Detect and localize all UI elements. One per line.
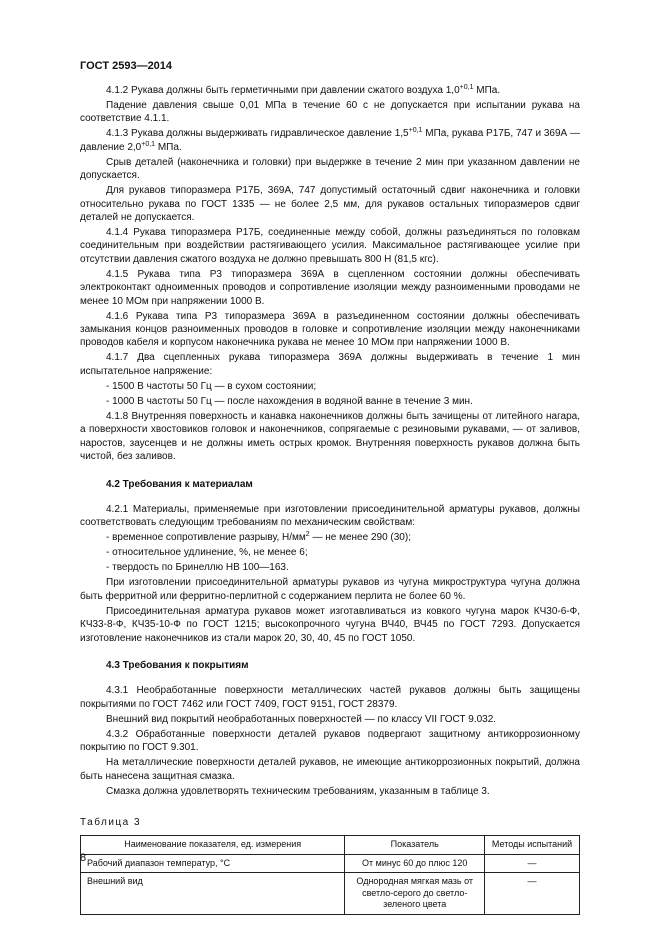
list-item: - 1000 В частоты 50 Гц — после нахождения в водяной ванне в течение 3 мин.: [106, 395, 473, 407]
table-caption: Таблица 3: [80, 816, 142, 828]
paragraph: При изготовлении присоединительной арматуры рукавов из чугуна микроструктура чугуна должна быть ферритной или ферритно-перлитной с содержанием перлита не более 60 %.: [80, 577, 580, 602]
paragraph-4-1-4: 4.1.4 Рукава типоразмера Р17Б, соединенные между собой, должны разъединяться по головкам соединительным при воздействии растягивающего усилия. Максимальное растягивающее усилие при отсутствии давления сжатого воздуха не должно превышать 800 Н (81,5 кгс).: [80, 227, 580, 265]
table-cell: Рабочий диапазон температур, °С: [81, 854, 345, 873]
table-cell: Однородная мягкая мазь от светло-серого до светло-зеленого цвета: [345, 873, 485, 915]
table-header-cell: Показатель: [345, 836, 485, 855]
table-cell: От минус 60 до плюс 120: [345, 854, 485, 873]
list-item: - временное сопротивление разрыву, $Н/мм^2$ — не менее 290 (30);: [106, 531, 411, 544]
paragraph: Срыв деталей (наконечника и головки) при выдержке в течение 2 мин при указанном давлении не допускается.: [80, 156, 580, 182]
paragraph: Смазка должна удовлетворять техническим требованиям, указанным в таблице 3.: [106, 785, 490, 797]
paragraph: Для рукавов типоразмера Р17Б, 369А, 747 допустимый остаточный сдвиг наконечника и головки относительно рукава по ГОСТ 1335 — не более 2,5 мм, для рукавов остальных типоразмеров сдвиг деталей не допускается.: [80, 185, 580, 224]
list-item: - относительное удлинение, %, не менее 6;: [106, 547, 308, 559]
table-cell: —: [485, 873, 580, 915]
paragraph-4-2-1: 4.2.1 Материалы, применяемые при изготовлении присоединительной арматуры рукавов, должны соответствовать следующим требованиям по механическим свойствам:: [80, 503, 580, 529]
document-header: ГОСТ 2593—2014: [80, 60, 173, 72]
paragraph: Присоединительная арматура рукавов может изготавливаться из ковкого чугуна марок КЧ30-6-Ф, КЧ33-8-Ф, КЧ35-10-Ф по ГОСТ 1215; высокопрочного чугуна ВЧ40, ВЧ45 по ГОСТ 7293. Допускается изготовление наконечников из стали марок 20, 30, 40, 45 по ГОСТ 1050.: [80, 605, 580, 644]
table-row: [81, 873, 580, 915]
section-heading-4-2: 4.2 Требования к материалам: [106, 478, 253, 490]
paragraph-4-1-6: 4.1.6 Рукава типа Р3 типоразмера 369А в разъединенном состоянии должны обеспечивать замыкания концов разноименных проводов в головке и сопротивление изоляции между наконечниками проводов кабеля и корпусом наконечника рукава не менее 10 МОм при напряжении 1000 В.: [80, 310, 580, 349]
paragraph-4-1-5: 4.1.5 Рукава типа Р3 типоразмера 369А в сцепленном состоянии должны обеспечивать электроконтакт одноименных проводов и сопротивление изоляции между разноименными проводами не менее 10 МОм при напряжении 1000 В.: [80, 268, 580, 307]
document-body: [80, 84, 580, 915]
paragraph-4-1-8: 4.1.8 Внутренняя поверхность и канавка наконечников должны быть зачищены от литейного нагара, а поверхности хвостовиков головок и наконечников, сопрягаемые с резиновыми рукавами, — от заливов, наростов, заусенцев и не должны иметь острых кромок. Внутренняя поверхность рукавов должна быть чистой, без заливов.: [80, 410, 580, 463]
paragraph-4-3-2: 4.3.2 Обработанные поверхности деталей рукавов подвергают защитному антикоррозионному покрытию по ГОСТ 9.301.: [80, 728, 580, 754]
paragraph-4-1-3: 4.1.3 Рукава должны выдерживать гидравлическое давление $1,5^{+0,1}$ МПа, рукава Р17Б, 747 и 369А — давление $2,0^{+0,1}$ МПа.: [80, 127, 580, 153]
paragraph: На металлические поверхности деталей рукавов, не имеющие антикоррозионных покрытий, должна быть нанесена защитная смазка.: [80, 757, 580, 782]
table-header-row: [81, 836, 580, 855]
table-cell: —: [485, 854, 580, 873]
list-item: - 1500 В частоты 50 Гц — в сухом состоянии;: [106, 380, 317, 392]
table-row: [81, 854, 580, 873]
paragraph: Внешний вид покрытий необработанных поверхностей — по классу VII ГОСТ 9.032.: [106, 713, 497, 725]
table-header-cell: Наименование показателя, ед. измерения: [81, 836, 345, 855]
section-heading-4-3: 4.3 Требования к покрытиям: [106, 659, 249, 671]
list-item: - твердость по Бринеллю НВ 100—163.: [106, 562, 289, 574]
table-header-cell: Методы испытаний: [485, 836, 580, 855]
table-cell: Внешний вид: [81, 873, 345, 915]
paragraph: Падение давления свыше 0,01 МПа в течение 60 с не допускается при испытании рукава на соответствие 4.1.1.: [80, 100, 580, 125]
table-3: [80, 835, 580, 915]
paragraph-4-1-7: 4.1.7 Два сцепленных рукава типоразмера 369А должны выдерживать в течение 1 мин испытательное напряжение:: [80, 352, 580, 377]
page-number: 8: [80, 852, 87, 864]
paragraph-4-1-2: 4.1.2 Рукава должны быть герметичными при давлении сжатого воздуха $1,0^{+0,1}$ МПа.: [106, 84, 501, 96]
paragraph-4-3-1: 4.3.1 Необработанные поверхности металлических частей рукавов должны быть защищены покрытиями по ГОСТ 7462 или ГОСТ 7409, ГОСТ 9151, ГОСТ 28379.: [80, 685, 580, 710]
